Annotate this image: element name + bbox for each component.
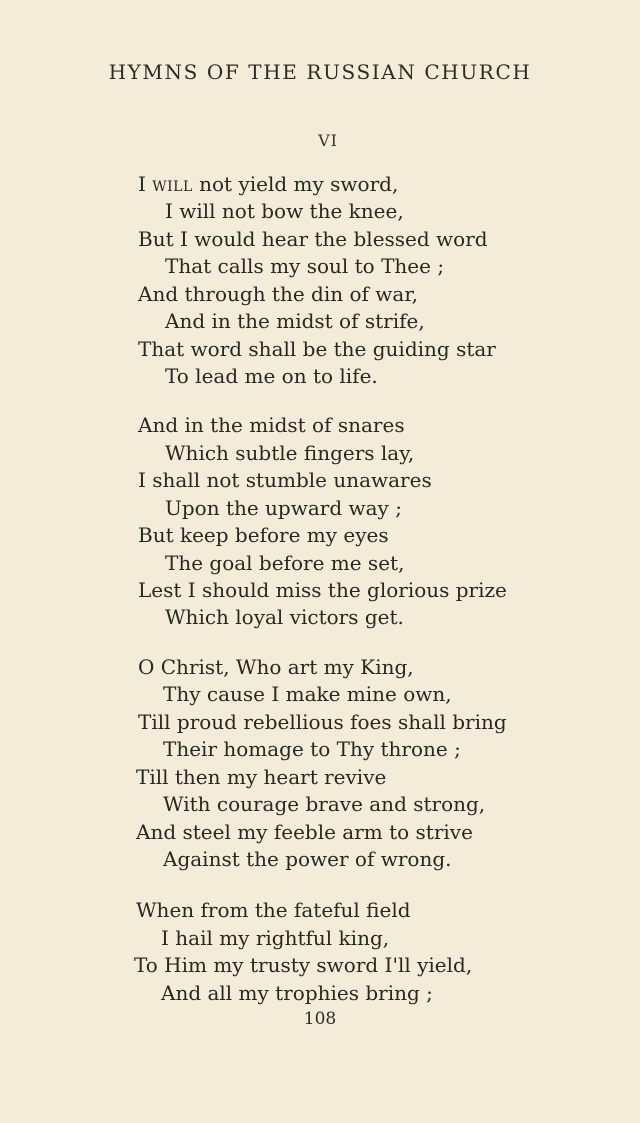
verse-line: To Him my trusty sword I'll yield, (134, 953, 473, 977)
verse-line: With courage brave and strong, (163, 792, 486, 816)
page-number: 108 (303, 1009, 337, 1029)
verse-line: When from the fateful field (136, 898, 411, 922)
verse-line: Their homage to Thy throne ; (163, 737, 461, 761)
verse-line (138, 172, 398, 196)
verse-line: That word shall be the guiding star (138, 337, 496, 361)
verse-line: Thy cause I make mine own, (163, 682, 452, 706)
verse-line: I will not bow the knee, (165, 199, 404, 223)
verse-line: That calls my soul to Thee ; (165, 254, 445, 278)
verse-line: To lead me on to life. (165, 364, 378, 388)
verse-line: I hail my rightful king, (161, 926, 390, 950)
verse-line: Which loyal victors get. (165, 605, 404, 629)
verse-line: And in the midst of snares (138, 413, 405, 437)
verse-text: not yield my sword, (192, 172, 399, 196)
section-number: VI (318, 131, 338, 150)
verse-line: O Christ, Who art my King, (138, 655, 414, 679)
verse-line: Which subtle fingers lay, (165, 441, 415, 465)
verse-line: Against the power of wrong. (163, 847, 452, 871)
verse-line: The goal before me set, (165, 551, 405, 575)
verse-line: And in the midst of strife, (165, 309, 425, 333)
verse-line: Till proud rebellious foes shall bring (138, 710, 507, 734)
verse-small-caps: will (152, 172, 193, 196)
verse-initial: I (138, 172, 153, 196)
verse-line: But I would hear the blessed word (138, 227, 488, 251)
verse-line: But keep before my eyes (138, 523, 389, 547)
verse-line: Till then my heart revive (136, 765, 387, 789)
verse-line: Lest I should miss the glorious prize (138, 578, 507, 602)
verse-line: Upon the upward way ; (165, 496, 402, 520)
verse-line: And through the din of war, (138, 282, 419, 306)
verse-line: And steel my feeble arm to strive (136, 820, 473, 844)
running-title: HYMNS OF THE RUSSIAN CHURCH (108, 60, 532, 84)
verse-line: I shall not stumble unawares (138, 468, 432, 492)
verse-line: And all my trophies bring ; (161, 981, 433, 1005)
